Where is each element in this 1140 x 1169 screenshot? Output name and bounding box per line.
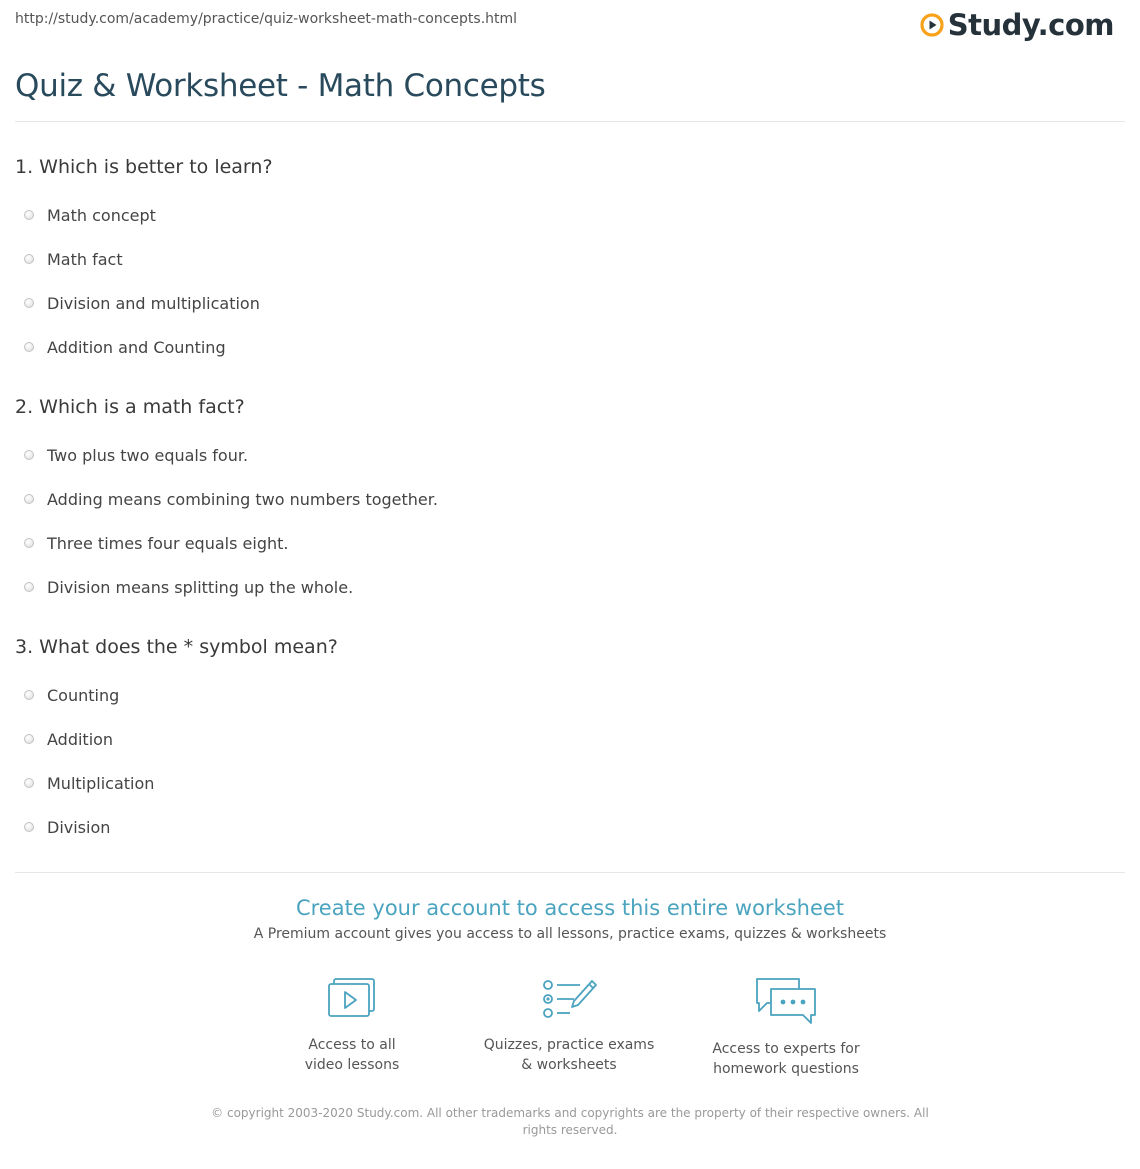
option-label: Three times four equals eight. [47,533,289,553]
answer-options [15,199,1115,375]
question-text: 3. What does the * symbol mean? [15,636,338,658]
option-label: Division [47,817,111,837]
copyright-notice: © copyright 2003-2020 Study.com. All other trademarks and copyrights are the property of their respective owners. All rights reserved. [211,1106,929,1137]
radio-button[interactable] [24,538,34,548]
answer-option[interactable] [24,767,1115,811]
signup-cta [0,896,1140,942]
page-title: Quiz & Worksheet - Math Concepts [15,68,546,104]
video-lessons-icon [325,975,379,1023]
question-2 [15,395,1115,615]
feature-label: Access to experts for homework questions [712,1041,860,1077]
feature-experts [686,975,886,1079]
create-account-link[interactable]: Create your account to access this entire worksheet [295,896,845,920]
radio-button[interactable] [24,210,34,220]
option-label: Addition [47,729,114,749]
answer-option[interactable] [24,287,1115,331]
answer-option[interactable] [24,527,1115,571]
content-divider [15,872,1125,873]
radio-button[interactable] [24,342,34,352]
option-label: Multiplication [47,773,155,793]
radio-button[interactable] [24,254,34,264]
answer-options [15,679,1115,855]
option-label: Two plus two equals four. [47,445,249,465]
answer-options [15,439,1115,615]
logo-text: Study.com [947,8,1114,42]
answer-option[interactable] [24,571,1115,615]
radio-button[interactable] [24,734,34,744]
title-divider [15,121,1125,122]
chat-bubbles-icon [753,975,819,1027]
feature-video-lessons [252,975,452,1075]
answer-option[interactable] [24,199,1115,243]
cta-subtitle: A Premium account gives you access to all lessons, practice exams, quizzes & worksheets [253,926,887,942]
radio-button[interactable] [24,822,34,832]
answer-option[interactable] [24,811,1115,855]
feature-quizzes [469,975,669,1075]
option-label: Counting [47,685,120,705]
option-label: Division and multiplication [47,293,260,313]
radio-button[interactable] [24,450,34,460]
feature-label: Quizzes, practice exams & worksheets [483,1037,655,1073]
answer-option[interactable] [24,483,1115,527]
radio-button[interactable] [24,778,34,788]
answer-option[interactable] [24,331,1115,375]
play-logo-icon [920,13,944,37]
radio-button[interactable] [24,582,34,592]
option-label: Math fact [47,249,123,269]
question-text: 2. Which is a math fact? [15,396,245,418]
answer-option[interactable] [24,679,1115,723]
answer-option[interactable] [24,723,1115,767]
option-label: Addition and Counting [47,337,226,357]
quiz-checklist-icon [540,975,598,1023]
feature-label: Access to all video lessons [304,1037,400,1073]
radio-button[interactable] [24,298,34,308]
page-url: http://study.com/academy/practice/quiz-worksheet-math-concepts.html [15,11,518,27]
radio-button[interactable] [24,494,34,504]
answer-option[interactable] [24,439,1115,483]
option-label: Adding means combining two numbers together. [47,489,438,509]
answer-option[interactable] [24,243,1115,287]
radio-button[interactable] [24,690,34,700]
option-label: Division means splitting up the whole. [47,577,354,597]
question-text: 1. Which is better to learn? [15,156,273,178]
study-logo[interactable] [920,8,1114,42]
question-3 [15,635,1115,855]
question-1 [15,155,1115,375]
option-label: Math concept [47,205,156,225]
